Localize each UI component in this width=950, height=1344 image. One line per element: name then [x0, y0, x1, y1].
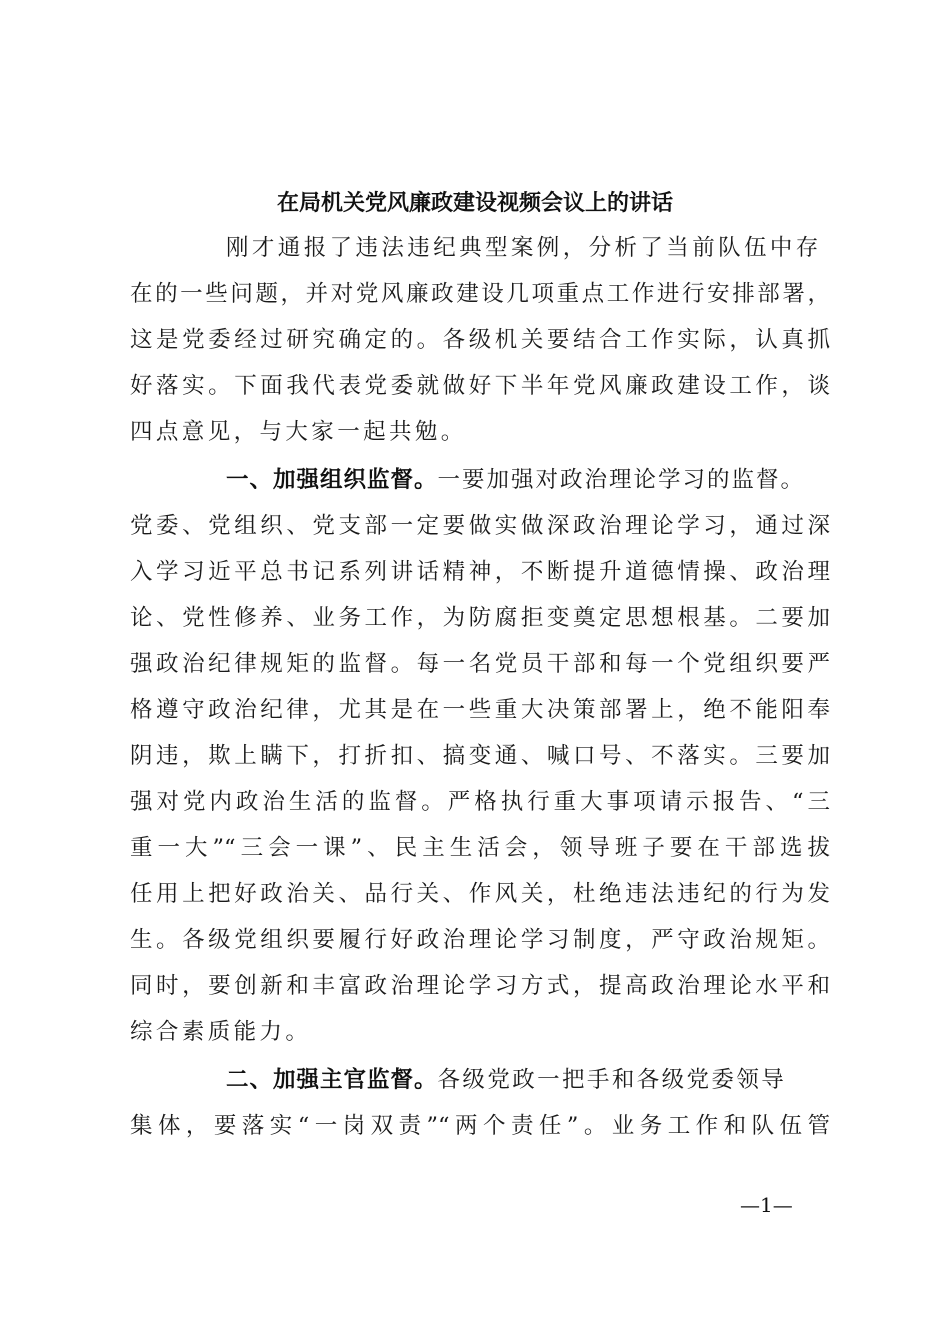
intro-line: 四点意见，与大家一起共勉。	[130, 419, 467, 445]
intro-line: 这是党委经过研究确定的。各级机关要结合工作实际，认真抓	[130, 327, 830, 353]
section-1-first-text: 一要加强对政治理论学习的监督。	[437, 467, 806, 493]
section-1-heading: 一、加强组织监督。	[226, 467, 438, 493]
document-title: 在局机关党风廉政建设视频会议上的讲话	[276, 191, 673, 216]
section-1-line: 入学习近平总书记系列讲话精神，不断提升道德情操、政治理	[130, 559, 830, 585]
section-2-first-line	[130, 1065, 926, 1095]
section-1-line: 同时，要创新和丰富政治理论学习方式，提高政治理论水平和	[130, 973, 830, 999]
section-1-line: 综合素质能力。	[130, 1019, 312, 1045]
intro-line: 好落实。下面我代表党委就做好下半年党风廉政建设工作，谈	[130, 373, 830, 399]
intro-line: 刚才通报了违法违纪典型案例，分析了当前队伍中存	[226, 235, 822, 261]
intro-line: 在的一些问题，并对党风廉政建设几项重点工作进行安排部署，	[130, 281, 830, 307]
section-1-line: 党委、党组织、党支部一定要做实做深政治理论学习，通过深	[130, 513, 830, 539]
section-2-first-text: 各级党政一把手和各级党委领导	[437, 1067, 787, 1093]
section-1-line: 格遵守政治纪律，尤其是在一些重大决策部署上，绝不能阳奉	[130, 697, 830, 723]
section-1-line: 重一大”“三会一课”、民主生活会，领导班子要在干部选拔	[130, 835, 830, 861]
section-2-heading: 二、加强主官监督。	[226, 1067, 438, 1093]
section-1-line: 任用上把好政治关、品行关、作风关，杜绝违法违纪的行为发	[130, 881, 830, 907]
section-1-line: 强政治纪律规矩的监督。每一名党员干部和每一个党组织要严	[130, 651, 830, 677]
section-1-line: 阴违，欺上瞒下，打折扣、搞变通、喊口号、不落实。三要加	[130, 743, 830, 769]
section-1-first-line	[130, 465, 926, 495]
section-2-line: 集体，要落实“一岗双责”“两个责任”。业务工作和队伍管	[130, 1113, 830, 1139]
page-number: —1—	[740, 1193, 793, 1217]
section-1-line: 论、党性修养、业务工作，为防腐拒变奠定思想根基。二要加	[130, 605, 830, 631]
section-1-line: 生。各级党组织要履行好政治理论学习制度，严守政治规矩。	[130, 927, 830, 953]
section-1-line: 强对党内政治生活的监督。严格执行重大事项请示报告、“三	[130, 789, 830, 815]
